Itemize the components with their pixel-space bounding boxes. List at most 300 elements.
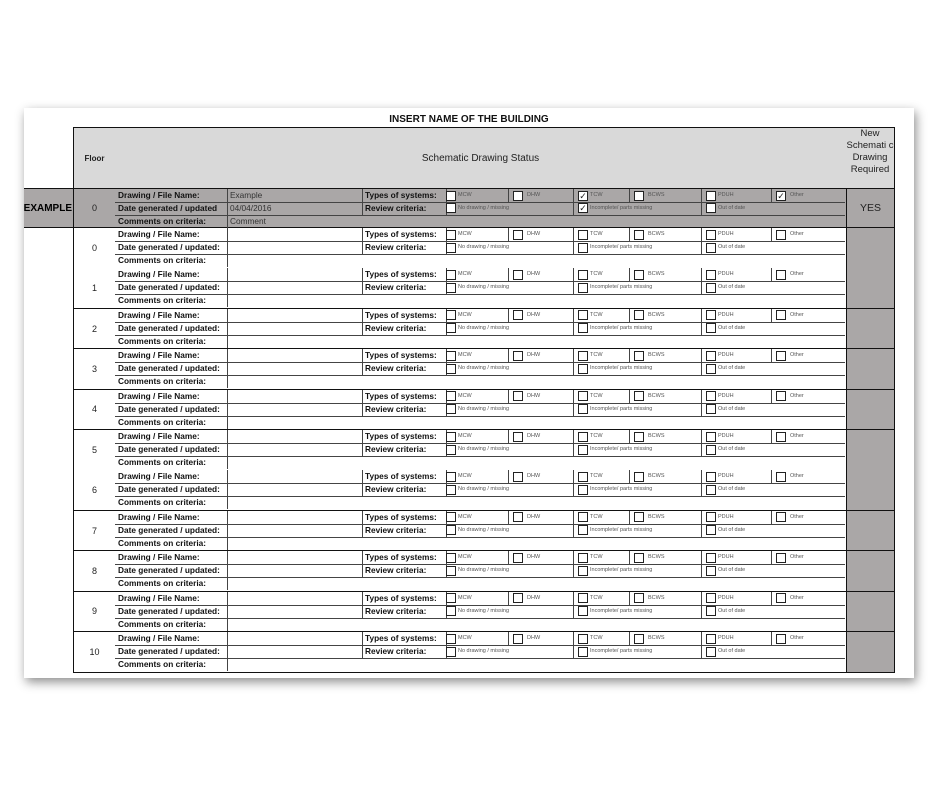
checkbox[interactable] xyxy=(776,472,786,482)
date-generated-label: Date generated / updated: xyxy=(118,565,220,576)
comments-input[interactable] xyxy=(227,577,845,591)
checkbox[interactable] xyxy=(446,606,456,616)
date-generated-label: Date generated / updated: xyxy=(118,322,220,333)
col-divider xyxy=(771,470,772,483)
drawing-file-name-input[interactable] xyxy=(227,511,362,525)
checkbox[interactable] xyxy=(446,566,456,576)
checkbox[interactable] xyxy=(513,310,523,320)
system-checkbox-mcw[interactable] xyxy=(446,349,506,362)
system-checkbox-bcws[interactable] xyxy=(634,349,694,362)
checkbox[interactable] xyxy=(706,191,716,201)
checkbox[interactable] xyxy=(578,310,588,320)
review-checkbox[interactable] xyxy=(706,241,816,254)
new-drawing-required-cell[interactable] xyxy=(846,349,895,390)
system-checkbox-dhw[interactable] xyxy=(513,189,573,202)
checkbox[interactable] xyxy=(706,283,716,293)
date-generated-input[interactable] xyxy=(227,241,362,255)
review-checkbox[interactable] xyxy=(446,241,556,254)
review-checkbox[interactable] xyxy=(446,605,556,618)
checkbox[interactable] xyxy=(446,525,456,535)
drawing-file-name-input[interactable] xyxy=(227,430,362,444)
checkbox[interactable] xyxy=(706,445,716,455)
checkbox[interactable] xyxy=(634,634,644,644)
system-checkbox-other[interactable] xyxy=(776,349,836,362)
review-checkbox[interactable] xyxy=(578,483,688,496)
system-checkbox-dhw[interactable] xyxy=(513,390,573,403)
checkbox[interactable] xyxy=(634,230,644,240)
system-checkbox-tcw[interactable] xyxy=(578,511,638,524)
review-checkbox[interactable] xyxy=(446,403,556,416)
review-checkbox[interactable] xyxy=(446,322,556,335)
system-checkbox-tcw[interactable] xyxy=(578,228,638,241)
checkbox-label: MCW xyxy=(458,594,472,601)
checkbox[interactable] xyxy=(446,391,456,401)
system-checkbox-tcw[interactable] xyxy=(578,592,638,605)
floor-number: 4 xyxy=(73,390,116,431)
new-drawing-required-cell[interactable] xyxy=(846,632,895,673)
review-checkbox[interactable] xyxy=(706,605,816,618)
checkbox[interactable] xyxy=(446,323,456,333)
checkbox[interactable] xyxy=(706,512,716,522)
date-generated-input[interactable] xyxy=(227,362,362,376)
checkbox[interactable] xyxy=(513,270,523,280)
checkbox[interactable] xyxy=(446,472,456,482)
review-checkbox[interactable] xyxy=(446,202,556,215)
system-checkbox-other[interactable] xyxy=(776,390,836,403)
checkbox-label: PDUH xyxy=(718,473,734,480)
review-checkbox[interactable] xyxy=(578,605,688,618)
new-drawing-required-cell[interactable] xyxy=(846,551,895,592)
checkbox[interactable] xyxy=(446,445,456,455)
checkbox[interactable] xyxy=(634,310,644,320)
checkbox-label: Out of date xyxy=(718,284,746,291)
checkbox-label: BCWS xyxy=(648,433,665,439)
checkbox[interactable] xyxy=(706,404,716,414)
system-checkbox-mcw[interactable] xyxy=(446,268,506,281)
checkbox[interactable] xyxy=(706,485,716,495)
comments-input[interactable] xyxy=(227,294,845,308)
system-checkbox-tcw[interactable] xyxy=(578,430,638,443)
date-generated-label: Date generated / updated: xyxy=(118,403,220,414)
comments-input[interactable] xyxy=(227,456,845,470)
comments-label: Comments on criteria: xyxy=(118,659,207,669)
review-checkbox[interactable] xyxy=(578,645,688,658)
checkbox[interactable] xyxy=(776,634,786,644)
checkbox[interactable] xyxy=(446,270,456,280)
system-checkbox-other[interactable] xyxy=(776,511,836,524)
new-drawing-required-cell[interactable] xyxy=(846,592,895,633)
date-generated-input[interactable] xyxy=(227,403,362,417)
drawing-file-name-input[interactable] xyxy=(227,592,362,606)
system-checkbox-bcws[interactable] xyxy=(634,189,694,202)
system-checkbox-mcw[interactable] xyxy=(446,228,506,241)
checkbox[interactable] xyxy=(446,634,456,644)
review-checkbox[interactable] xyxy=(706,403,816,416)
checkbox[interactable] xyxy=(578,404,588,414)
system-checkbox-mcw[interactable] xyxy=(446,511,506,524)
drawing-file-name-label: Drawing / File Name: xyxy=(118,269,200,280)
checkbox[interactable] xyxy=(446,191,456,201)
checkbox[interactable] xyxy=(446,432,456,442)
date-generated-input[interactable] xyxy=(227,605,362,619)
checkbox[interactable] xyxy=(706,243,716,253)
checkbox[interactable] xyxy=(706,566,716,576)
review-checkbox[interactable] xyxy=(578,281,688,294)
checkbox[interactable] xyxy=(446,243,456,253)
system-checkbox-tcw[interactable] xyxy=(578,189,638,202)
checkbox[interactable] xyxy=(706,391,716,401)
review-checkbox[interactable] xyxy=(706,202,816,215)
checkbox[interactable] xyxy=(578,364,588,374)
system-checkbox-mcw[interactable] xyxy=(446,390,506,403)
checkbox[interactable] xyxy=(513,553,523,563)
checkbox[interactable] xyxy=(706,203,716,213)
new-drawing-required-value[interactable]: YES xyxy=(846,188,895,228)
system-checkbox-other[interactable] xyxy=(776,592,836,605)
system-checkbox-bcws[interactable] xyxy=(634,268,694,281)
checkbox[interactable] xyxy=(513,391,523,401)
checkbox[interactable] xyxy=(578,606,588,616)
review-checkbox[interactable] xyxy=(706,564,816,577)
floor-number: 5 xyxy=(73,430,116,471)
review-checkbox[interactable] xyxy=(578,241,688,254)
review-checkbox[interactable] xyxy=(446,524,556,537)
system-checkbox-dhw[interactable] xyxy=(513,309,573,322)
checkbox-label: BCWS xyxy=(648,392,665,399)
floor-number: 8 xyxy=(73,551,116,592)
drawing-file-name-input[interactable] xyxy=(227,551,362,565)
system-checkbox-bcws[interactable] xyxy=(634,551,694,564)
checkbox[interactable] xyxy=(446,512,456,522)
system-checkbox-other[interactable] xyxy=(776,632,836,645)
checkbox[interactable] xyxy=(578,432,588,442)
new-drawing-required-cell[interactable] xyxy=(846,430,895,471)
date-generated-input[interactable] xyxy=(227,443,362,457)
comments-input[interactable] xyxy=(227,254,845,268)
system-checkbox-pduh[interactable] xyxy=(706,309,766,322)
system-checkbox-other[interactable] xyxy=(776,430,836,443)
checkbox[interactable] xyxy=(706,593,716,603)
system-checkbox-pduh[interactable] xyxy=(706,632,766,645)
comments-input[interactable] xyxy=(227,658,845,672)
system-checkbox-mcw[interactable] xyxy=(446,551,506,564)
drawing-file-name-input[interactable] xyxy=(227,470,362,484)
review-checkbox[interactable] xyxy=(446,483,556,496)
checkbox[interactable] xyxy=(578,445,588,455)
checkbox[interactable] xyxy=(513,432,523,442)
system-checkbox-pduh[interactable] xyxy=(706,349,766,362)
drawing-file-name-input[interactable] xyxy=(227,309,362,323)
checkbox[interactable] xyxy=(776,432,786,442)
checkbox[interactable] xyxy=(513,191,523,201)
checkbox[interactable] xyxy=(776,310,786,320)
system-checkbox-other[interactable] xyxy=(776,228,836,241)
checkbox[interactable] xyxy=(776,351,786,361)
checkbox-label: TCW xyxy=(590,271,603,278)
system-checkbox-other[interactable] xyxy=(776,309,836,322)
system-checkbox-pduh[interactable] xyxy=(706,268,766,281)
checkbox-label: Incomplete/ parts missing xyxy=(590,405,653,412)
system-checkbox-dhw[interactable] xyxy=(513,268,573,281)
system-checkbox-mcw[interactable] xyxy=(446,309,506,322)
checkbox[interactable] xyxy=(706,310,716,320)
checkbox[interactable] xyxy=(578,485,588,495)
comments-label: Comments on criteria: xyxy=(118,335,207,346)
checkbox[interactable] xyxy=(706,364,716,374)
checkbox[interactable] xyxy=(513,634,523,644)
drawing-file-name-input[interactable]: Example xyxy=(230,190,263,200)
comments-input[interactable] xyxy=(227,416,845,430)
checkbox[interactable] xyxy=(446,310,456,320)
system-checkbox-tcw[interactable] xyxy=(578,268,638,281)
system-checkbox-pduh[interactable] xyxy=(706,551,766,564)
checkbox[interactable] xyxy=(446,553,456,563)
date-generated-input[interactable] xyxy=(227,564,362,578)
checkbox[interactable] xyxy=(446,593,456,603)
system-checkbox-pduh[interactable] xyxy=(706,592,766,605)
system-checkbox-tcw[interactable] xyxy=(578,349,638,362)
checkbox-label: Incomplete/ parts missing xyxy=(590,526,653,533)
system-checkbox-dhw[interactable] xyxy=(513,470,573,483)
comments-input[interactable] xyxy=(227,375,845,389)
review-checkbox[interactable] xyxy=(706,443,816,456)
new-drawing-required-cell[interactable] xyxy=(846,511,895,552)
checkbox[interactable]: ✓ xyxy=(579,203,587,214)
checkbox[interactable] xyxy=(578,553,588,563)
system-checkbox-pduh[interactable] xyxy=(706,511,766,524)
comments-input[interactable] xyxy=(227,537,845,551)
system-checkbox-mcw[interactable] xyxy=(446,592,506,605)
checkbox-label: MCW xyxy=(458,554,472,561)
system-checkbox-dhw[interactable] xyxy=(513,551,573,564)
review-checkbox[interactable] xyxy=(706,483,816,496)
checkbox[interactable] xyxy=(446,283,456,293)
comments-label: Comments on criteria: xyxy=(118,618,207,629)
review-checkbox[interactable] xyxy=(446,564,556,577)
system-checkbox-tcw[interactable] xyxy=(578,551,638,564)
checkbox[interactable] xyxy=(776,593,786,603)
checkbox[interactable] xyxy=(513,230,523,240)
checkbox[interactable] xyxy=(513,351,523,361)
system-checkbox-other[interactable] xyxy=(776,551,836,564)
system-checkbox-dhw[interactable] xyxy=(513,228,573,241)
date-generated-input[interactable] xyxy=(227,524,362,538)
checkbox[interactable] xyxy=(446,230,456,240)
review-checkbox[interactable] xyxy=(578,443,688,456)
checkbox[interactable] xyxy=(634,351,644,361)
checkbox[interactable] xyxy=(634,391,644,401)
new-drawing-required-cell[interactable] xyxy=(846,470,895,511)
checkbox[interactable] xyxy=(706,472,716,482)
checkbox[interactable] xyxy=(776,553,786,563)
checkbox[interactable] xyxy=(578,593,588,603)
review-checkbox[interactable] xyxy=(578,202,688,215)
review-checkbox[interactable] xyxy=(446,362,556,375)
system-checkbox-bcws[interactable] xyxy=(634,470,694,483)
checkbox[interactable] xyxy=(706,553,716,563)
checkbox[interactable] xyxy=(446,404,456,414)
checkbox[interactable] xyxy=(578,283,588,293)
system-checkbox-mcw[interactable] xyxy=(446,470,506,483)
checkbox[interactable] xyxy=(706,634,716,644)
review-checkbox[interactable] xyxy=(446,443,556,456)
checkbox[interactable] xyxy=(634,553,644,563)
checkbox[interactable] xyxy=(706,230,716,240)
date-generated-label: Date generated / updated: xyxy=(118,242,220,252)
checkbox[interactable]: ✓ xyxy=(579,190,587,201)
checkbox[interactable] xyxy=(706,647,716,657)
date-generated-input[interactable] xyxy=(227,281,362,295)
checkbox[interactable] xyxy=(513,472,523,482)
system-checkbox-tcw[interactable] xyxy=(578,309,638,322)
review-checkbox[interactable] xyxy=(706,322,816,335)
checkbox[interactable] xyxy=(578,472,588,482)
review-checkbox[interactable] xyxy=(706,645,816,658)
checkbox[interactable] xyxy=(578,525,588,535)
checkbox[interactable] xyxy=(776,270,786,280)
review-checkbox[interactable] xyxy=(446,645,556,658)
checkbox[interactable]: ✓ xyxy=(777,190,785,201)
checkbox[interactable] xyxy=(578,512,588,522)
checkbox[interactable] xyxy=(578,323,588,333)
checkbox-label: Incomplete/ parts missing xyxy=(590,607,653,614)
types-of-systems-label: Types of systems: xyxy=(365,350,437,361)
checkbox[interactable] xyxy=(706,606,716,616)
system-checkbox-mcw[interactable] xyxy=(446,189,506,202)
checkbox[interactable] xyxy=(578,566,588,576)
system-checkbox-tcw[interactable] xyxy=(578,632,638,645)
system-checkbox-other[interactable] xyxy=(776,189,836,202)
checkbox[interactable] xyxy=(706,351,716,361)
checkbox[interactable] xyxy=(578,243,588,253)
checkbox[interactable] xyxy=(513,512,523,522)
review-checkbox[interactable] xyxy=(578,564,688,577)
system-checkbox-bcws[interactable] xyxy=(634,430,694,443)
checkbox[interactable] xyxy=(776,391,786,401)
col-divider xyxy=(771,390,772,403)
checkbox[interactable] xyxy=(634,512,644,522)
drawing-file-name-input[interactable] xyxy=(227,632,362,646)
system-checkbox-other[interactable] xyxy=(776,470,836,483)
floor-status-cell xyxy=(115,470,847,511)
checkbox[interactable] xyxy=(776,512,786,522)
col-divider xyxy=(701,645,702,658)
system-checkbox-pduh[interactable] xyxy=(706,228,766,241)
date-generated-input[interactable]: 04/04/2016 xyxy=(230,202,272,213)
review-checkbox[interactable] xyxy=(706,362,816,375)
review-checkbox[interactable] xyxy=(706,281,816,294)
system-checkbox-pduh[interactable] xyxy=(706,189,766,202)
date-generated-input[interactable] xyxy=(227,322,362,336)
system-checkbox-dhw[interactable] xyxy=(513,511,573,524)
system-checkbox-mcw[interactable] xyxy=(446,632,506,645)
review-checkbox[interactable] xyxy=(578,524,688,537)
review-checkbox[interactable] xyxy=(578,403,688,416)
checkbox[interactable] xyxy=(446,364,456,374)
checkbox[interactable] xyxy=(634,270,644,280)
checkbox[interactable] xyxy=(706,432,716,442)
system-checkbox-bcws[interactable] xyxy=(634,511,694,524)
new-drawing-required-cell[interactable] xyxy=(846,390,895,431)
system-checkbox-bcws[interactable] xyxy=(634,632,694,645)
new-drawing-required-cell[interactable] xyxy=(846,268,895,309)
system-checkbox-bcws[interactable] xyxy=(634,309,694,322)
checkbox-label: No drawing / missing xyxy=(458,324,510,331)
review-checkbox[interactable] xyxy=(446,281,556,294)
checkbox[interactable] xyxy=(634,191,644,201)
checkbox[interactable] xyxy=(706,525,716,535)
checkbox[interactable] xyxy=(578,647,588,657)
checkbox-label: Incomplete/ parts missing xyxy=(590,446,653,452)
checkbox[interactable] xyxy=(634,432,644,442)
system-checkbox-bcws[interactable] xyxy=(634,390,694,403)
system-checkbox-pduh[interactable] xyxy=(706,430,766,443)
col-divider xyxy=(701,189,702,202)
system-checkbox-bcws[interactable] xyxy=(634,592,694,605)
system-checkbox-other[interactable] xyxy=(776,268,836,281)
comments-input[interactable] xyxy=(227,335,845,349)
date-generated-input[interactable] xyxy=(227,483,362,497)
review-checkbox[interactable] xyxy=(578,362,688,375)
date-generated-label: Date generated / updated: xyxy=(118,484,220,495)
review-checkbox[interactable] xyxy=(706,524,816,537)
date-generated-input[interactable] xyxy=(227,645,362,659)
col-divider xyxy=(701,511,702,524)
checkbox[interactable] xyxy=(446,485,456,495)
new-drawing-required-cell[interactable] xyxy=(846,309,895,350)
checkbox[interactable] xyxy=(706,270,716,280)
comments-input[interactable] xyxy=(227,618,845,632)
new-drawing-required-cell[interactable] xyxy=(846,228,895,269)
system-checkbox-dhw[interactable] xyxy=(513,632,573,645)
drawing-file-name-input[interactable] xyxy=(227,268,362,282)
review-criteria-label: Review criteria: xyxy=(365,565,427,576)
comments-input[interactable]: Comment xyxy=(230,215,266,226)
checkbox[interactable] xyxy=(634,593,644,603)
drawing-file-name-input[interactable] xyxy=(227,390,362,404)
checkbox[interactable] xyxy=(578,391,588,401)
checkbox[interactable] xyxy=(578,351,588,361)
review-criteria-label: Review criteria: xyxy=(365,444,427,454)
checkbox-label: Other xyxy=(790,554,804,561)
checkbox[interactable] xyxy=(446,647,456,657)
system-checkbox-mcw[interactable] xyxy=(446,430,506,443)
system-checkbox-tcw[interactable] xyxy=(578,470,638,483)
drawing-file-name-input[interactable] xyxy=(227,228,362,242)
floor-number: 6 xyxy=(73,470,116,511)
system-checkbox-dhw[interactable] xyxy=(513,430,573,443)
checkbox[interactable] xyxy=(513,593,523,603)
system-checkbox-bcws[interactable] xyxy=(634,228,694,241)
system-checkbox-tcw[interactable] xyxy=(578,390,638,403)
checkbox[interactable] xyxy=(706,323,716,333)
checkbox[interactable] xyxy=(578,634,588,644)
system-checkbox-dhw[interactable] xyxy=(513,592,573,605)
checkbox[interactable] xyxy=(578,270,588,280)
checkbox[interactable] xyxy=(446,351,456,361)
checkbox[interactable] xyxy=(634,472,644,482)
review-checkbox[interactable] xyxy=(578,322,688,335)
checkbox[interactable] xyxy=(776,230,786,240)
checkbox[interactable] xyxy=(446,203,456,213)
system-checkbox-dhw[interactable] xyxy=(513,349,573,362)
comments-input[interactable] xyxy=(227,496,845,510)
col-divider xyxy=(573,349,574,362)
drawing-file-name-input[interactable] xyxy=(227,349,362,363)
system-checkbox-pduh[interactable] xyxy=(706,470,766,483)
system-checkbox-pduh[interactable] xyxy=(706,390,766,403)
checkbox[interactable] xyxy=(578,230,588,240)
